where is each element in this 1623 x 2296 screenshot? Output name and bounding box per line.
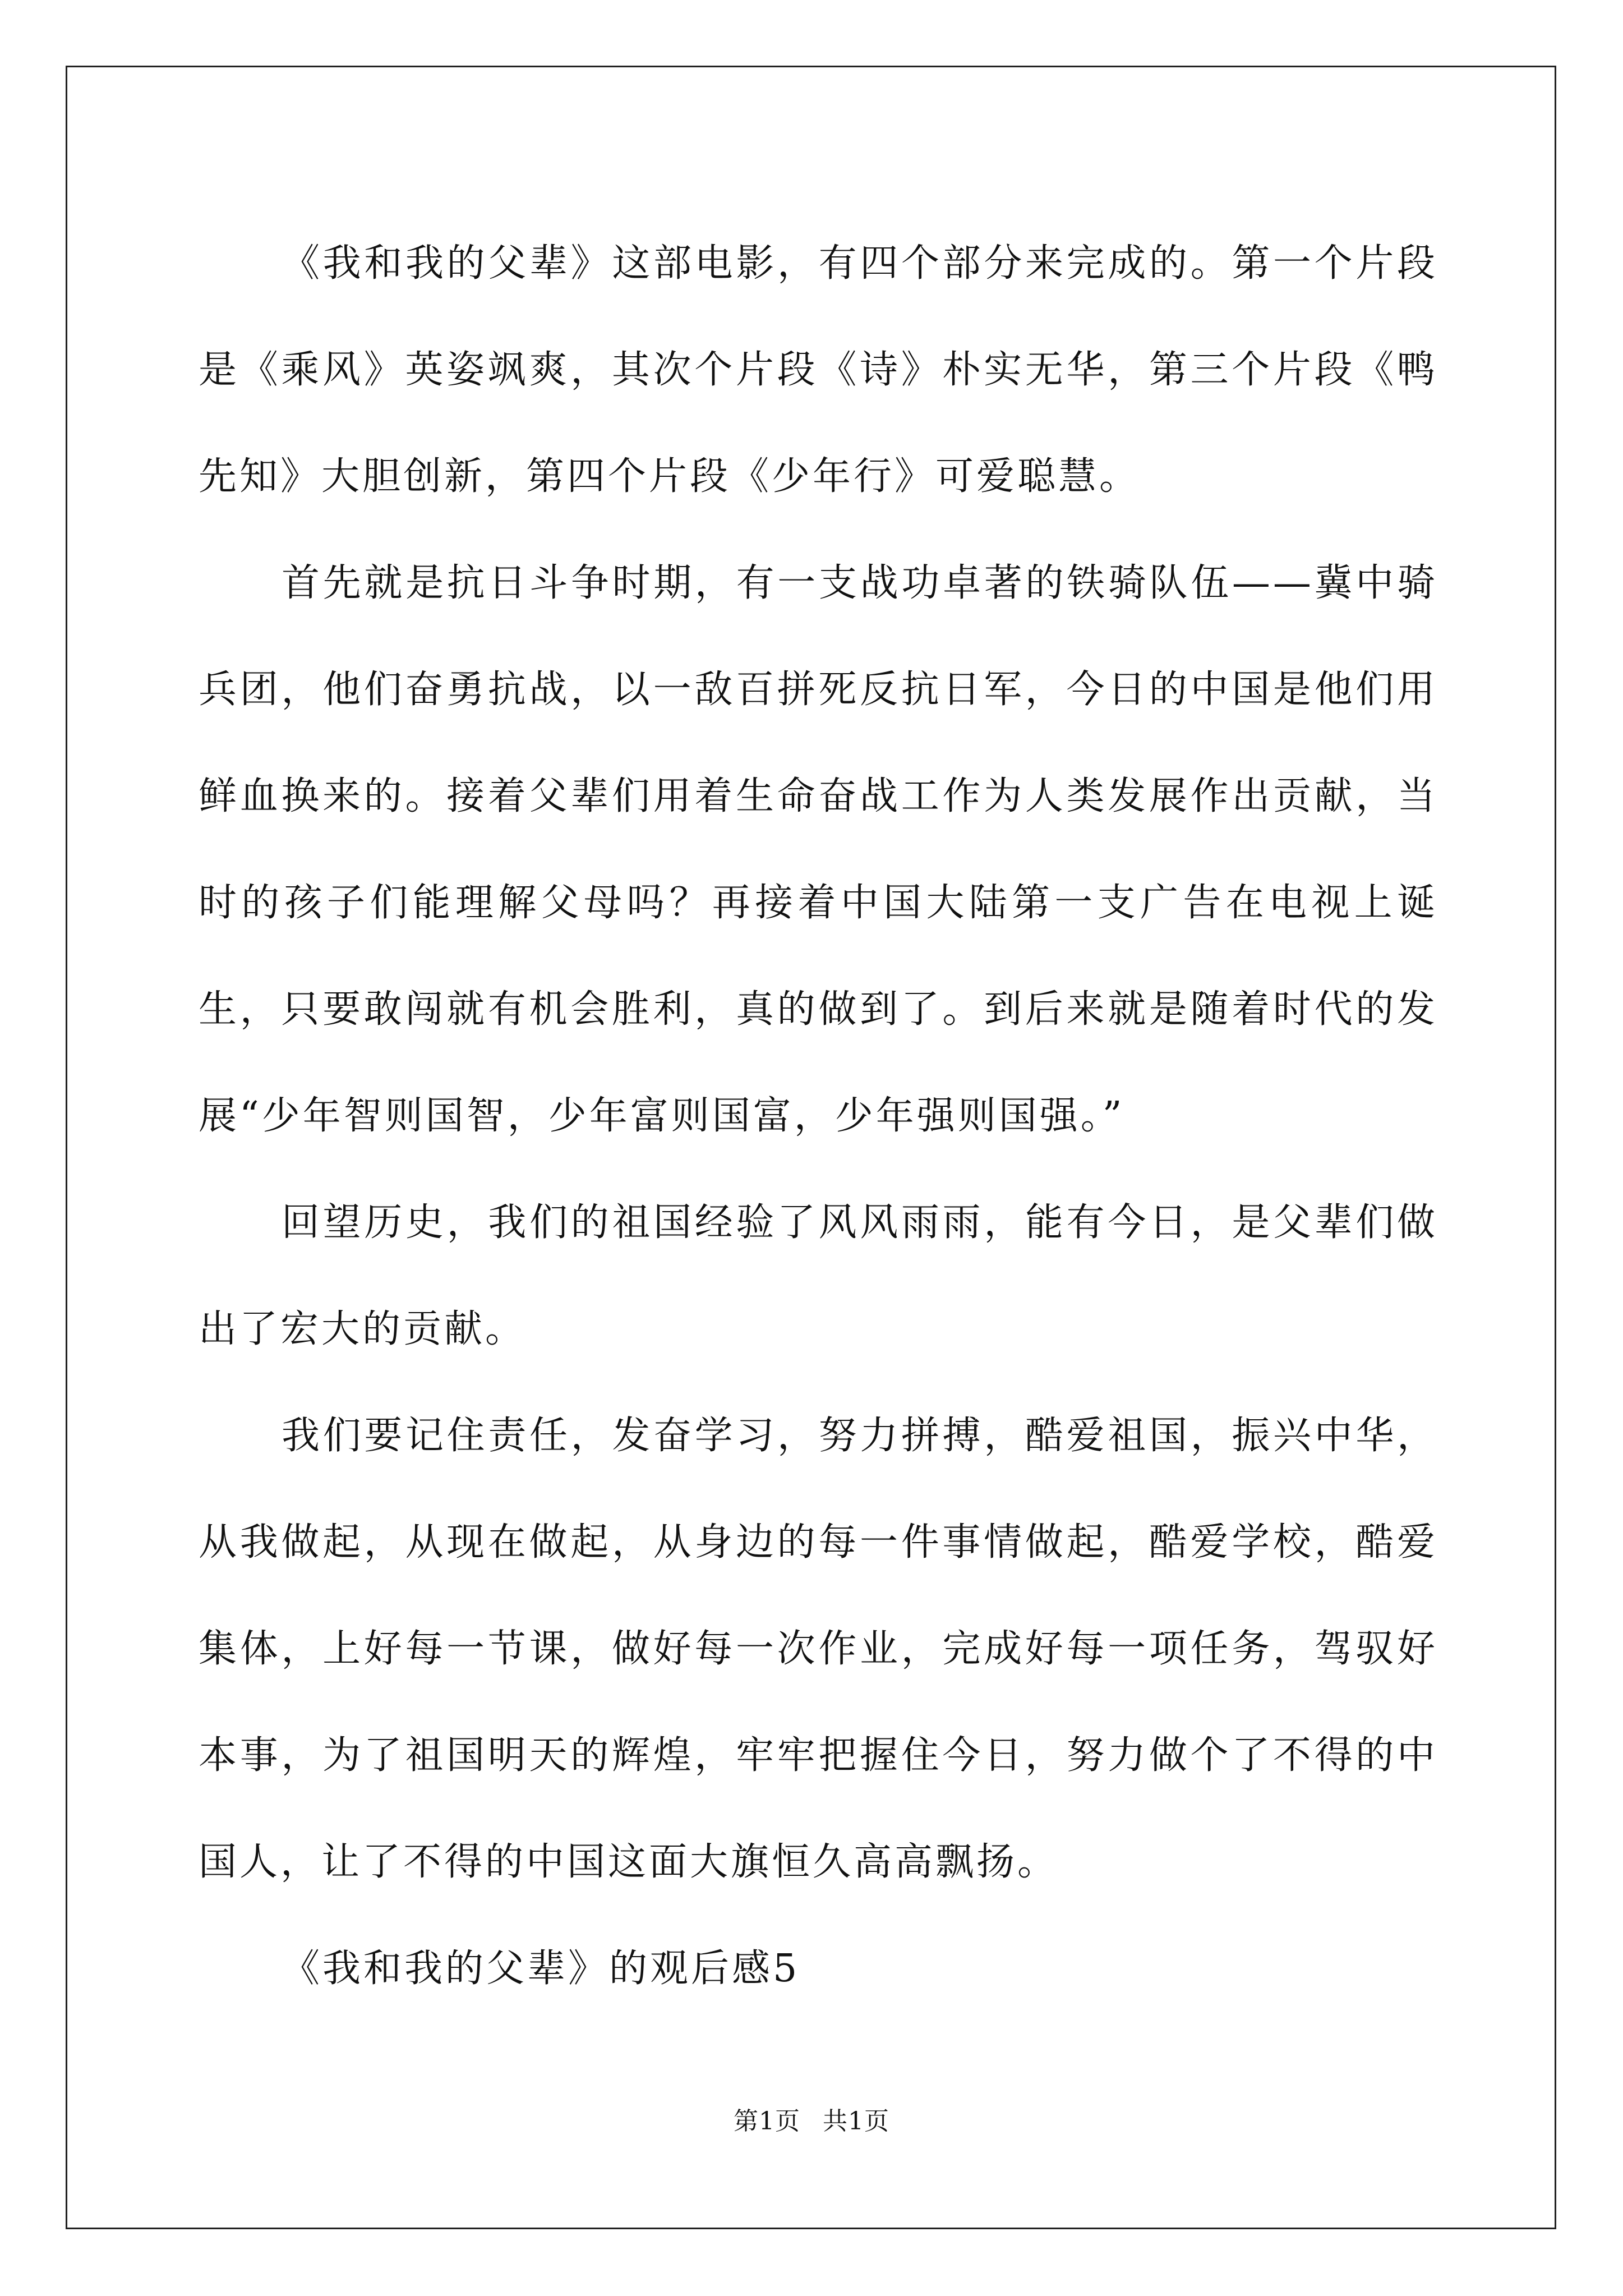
page-number-current: 第1页 [734, 2107, 800, 2136]
paragraph-2: 首先就是抗日斗争时期，有一支战功卓著的铁骑队伍——冀中骑兵团，他们奋勇抗战，以一敌百拼死反抗日军，今日的中国是他们用鲜血换来的。接着父辈们用着生命奋战工作为人类发展作出贡献，当时的孩子们能理解父母吗？再接着中国大陆第一支广告在电视上诞生，只要敢闯就有机会胜利，真的做到了。到后来就是随着时代的发展“少年智则国智，少年富则国富，少年强则国强。” [199, 561, 1438, 1138]
section-heading: 《我和我的父辈》的观后感5 [282, 1947, 800, 1991]
paragraph-3: 回望历史，我们的祖国经验了风风雨雨，能有今日，是父辈们做出了宏大的贡献。 [199, 1200, 1438, 1351]
paragraph-1: 《我和我的父辈》这部电影，有四个部分来完成的。第一个片段是《乘风》英姿飒爽，其次个片段《诗》朴实无华，第三个片段《鸭先知》大胆创新，第四个片段《少年行》可爱聪慧。 [199, 241, 1438, 499]
page-number-total: 共1页 [823, 2107, 889, 2136]
page-footer [0, 2101, 1623, 2137]
paragraph-4: 我们要记住责任，发奋学习，努力拼搏，酷爱祖国，振兴中华，从我做起，从现在做起，从身边的每一件事情做起，酷爱学校，酷爱集体，上好每一节课，做好每一次作业，完成好每一项任务，驾驭好本事，为了祖国明天的辉煌，牢牢把握住今日，努力做个了不得的中国人，让了不得的中国这面大旗恒久高高飘扬。 [199, 1414, 1438, 1884]
document-body [199, 210, 1438, 2022]
